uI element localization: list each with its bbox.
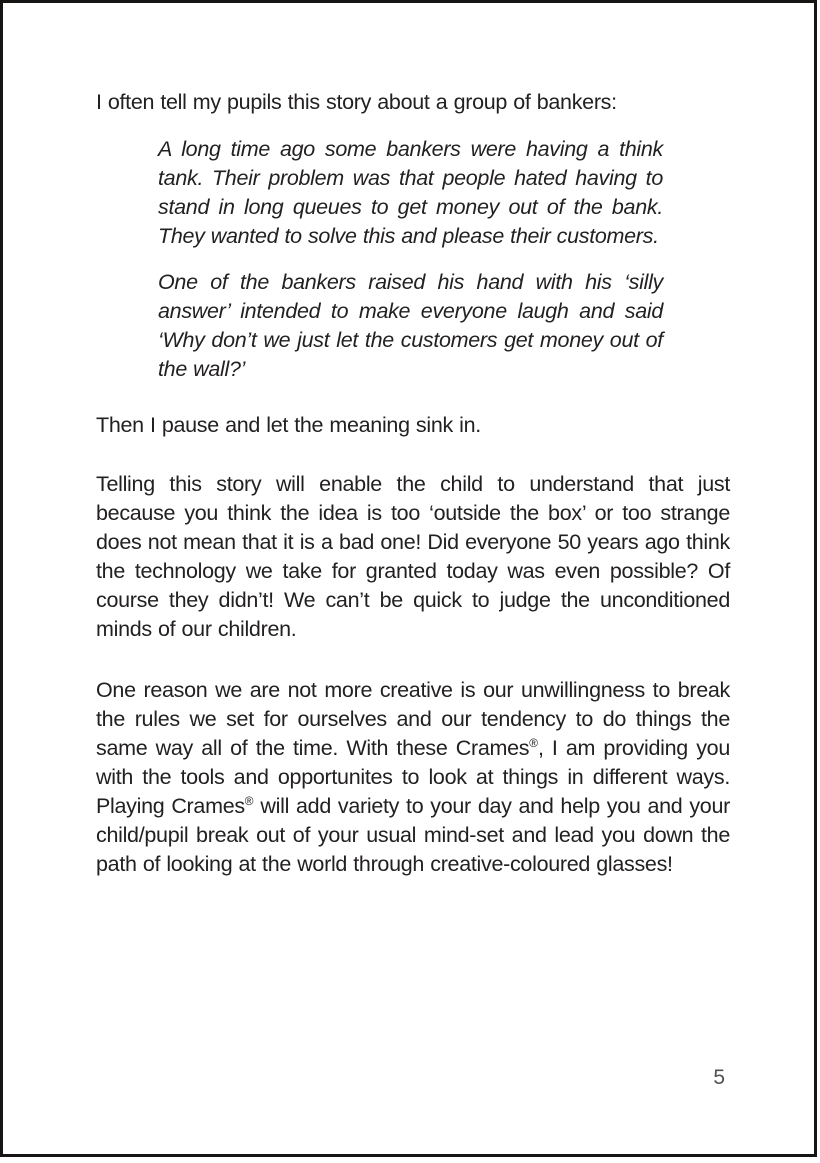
registered-trademark-symbol: ® <box>529 735 538 750</box>
story-quote-2: One of the bankers raised his hand with his ‘silly answer’ intended to make everyone laugh and said ‘Why don’t we just let the customers get money out of the wall?’ <box>158 270 663 381</box>
page-number: 5 <box>713 1066 725 1089</box>
page-content <box>96 3 730 879</box>
paragraph-intro: I often tell my pupils this story about a group of bankers: <box>96 90 617 114</box>
story-quote-1: A long time ago some bankers were having a think tank. Their problem was that people hated having to stand in long queues to get money out of the bank. They wanted to solve this and please their customers. <box>158 137 663 248</box>
paragraph-pause: Then I pause and let the meaning sink in. <box>96 413 481 437</box>
paragraph-one-reason: One reason we are not more creative is our unwillingness to break the rules we set for ourselves and our tendency to do things the same way all of the time. With these Crames®, I am providing you with the tools and opportunites to look at things in different ways. Playing Crames® will add variety to your day and help you and your child/pupil break out of your usual mind-set and lead you down the path of looking at the world through creative-coloured glasses! <box>96 678 730 876</box>
paragraph-telling-story: Telling this story will enable the child to understand that just because you think the idea is too ‘outside the box’ or too strange does not mean that it is a bad one! Did everyone 50 years ago think the technology we take for granted today was even possible? Of course they didn’t! We can’t be quick to judge the unconditioned minds of our children. <box>96 472 730 641</box>
registered-trademark-symbol: ® <box>244 793 254 808</box>
